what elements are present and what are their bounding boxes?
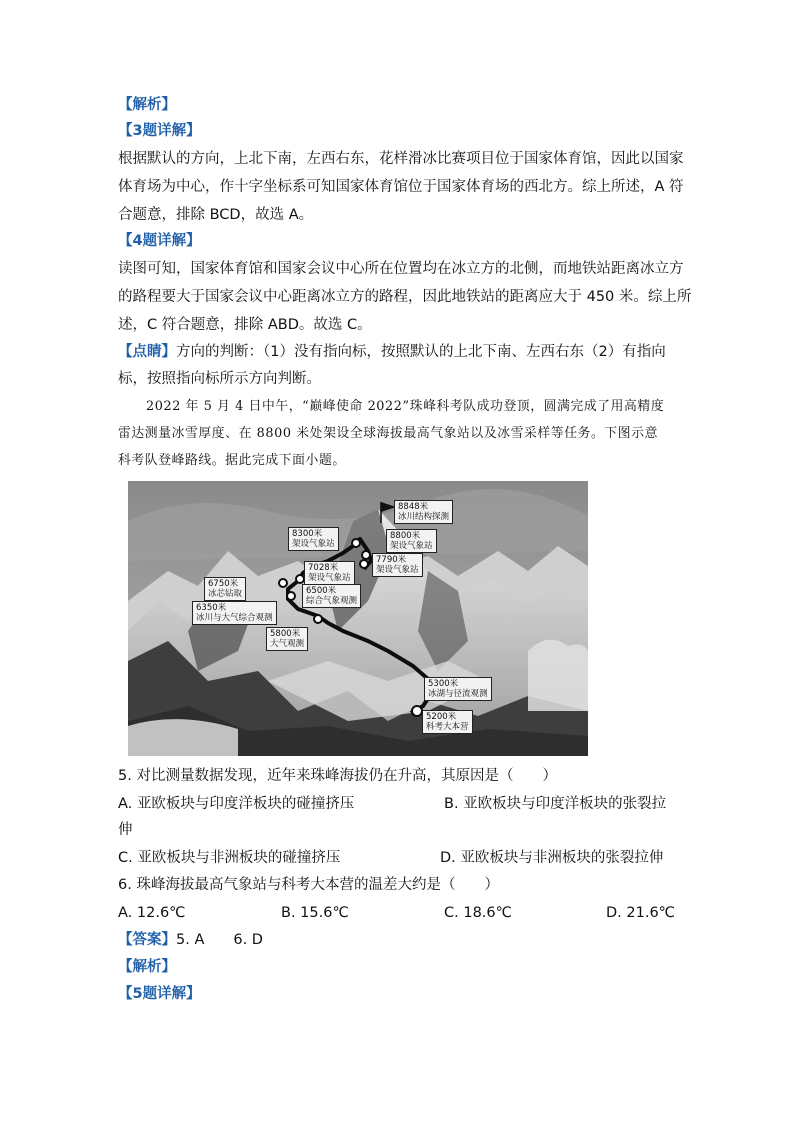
answer-line	[118, 927, 678, 953]
route-label: 6750米 冰芯钻取	[204, 577, 246, 601]
q5-option-a: A. 亚欧板块与印度洋板块的碰撞挤压	[118, 796, 355, 812]
route-label: 8300米 架设气象站	[288, 527, 339, 551]
q5-options-row	[118, 845, 678, 871]
tip-heading: 【点睛】	[118, 344, 176, 360]
q3-text-line: 合题意，排除 BCD，故选 A。	[118, 207, 314, 223]
passage-line: 科考队登峰路线。据此完成下面小题。	[118, 453, 346, 468]
q5-option-b-wrap: 伸	[118, 822, 133, 838]
route-label: 7790米 架设气象站	[372, 553, 423, 577]
analysis-heading: 【解析】	[118, 97, 176, 113]
q5-option-b: B. 亚欧板块与印度洋板块的张裂拉	[444, 796, 667, 812]
route-label: 5300米 冰湖与径流观测	[424, 677, 492, 701]
q3-detail-heading: 【3题详解】	[118, 123, 201, 139]
tip-text: 方向的判断：（1）没有指向标，按照默认的上北下南、左西右东（2）有指向	[176, 344, 666, 360]
route-label: 8800米 架设气象站	[386, 529, 437, 553]
q5-options-row	[118, 791, 678, 817]
q4-text-line: 述，C 符合题意，排除 ABD。故选 C。	[118, 317, 372, 333]
q6-options-row	[118, 900, 678, 926]
route-label: 5800米 大气观测	[266, 627, 308, 651]
everest-route-figure	[128, 481, 588, 756]
route-label: 5200米 科考大本营	[422, 710, 473, 734]
answer-text: 5. A 6. D	[176, 932, 263, 948]
route-label: 6500米 综合气象观测	[302, 584, 361, 608]
route-label: 6350米 冰川与大气综合观测	[192, 601, 277, 625]
q4-detail-heading: 【4题详解】	[118, 233, 201, 249]
answer-heading: 【答案】	[118, 932, 176, 948]
tip-text-line: 标，按照指向标所示方向判断。	[118, 371, 321, 387]
q6-option-d: D. 21.6℃	[606, 905, 675, 921]
route-label: 7028米 架设气象站	[304, 561, 355, 585]
route-label: 8848米 冰川结构探测	[394, 500, 453, 524]
passage-line: 2022 年 5 月 4 日中午，“巅峰使命 2022”珠峰科考队成功登顶，圆满完成了用高精度	[146, 399, 665, 414]
passage-line: 雷达测量冰雪厚度、在 8800 米处架设全球海拔最高气象站以及冰雪采样等任务。下图示意	[118, 426, 658, 441]
q5-option-c: C. 亚欧板块与非洲板块的碰撞挤压	[118, 850, 341, 866]
q3-text-line: 体育场为中心，作十字坐标系可知国家体育馆位于国家体育场的西北方。综上所述，A 符	[118, 179, 684, 195]
q6-option-a: A. 12.6℃	[118, 905, 186, 921]
analysis-heading: 【解析】	[118, 959, 176, 975]
q6-option-b: B. 15.6℃	[281, 905, 349, 921]
q4-text-line: 读图可知，国家体育馆和国家会议中心所在位置均在冰立方的北侧，而地铁站距离冰立方	[118, 261, 684, 277]
tip-line	[118, 339, 678, 365]
q5-option-d: D. 亚欧板块与非洲板块的张裂拉伸	[440, 850, 664, 866]
q3-text-line: 根据默认的方向，上北下南，左西右东，花样滑冰比赛项目位于国家体育馆，因此以国家	[118, 151, 684, 167]
q6-stem: 6. 珠峰海拔最高气象站与科考大本营的温差大约是（ ）	[118, 877, 499, 893]
q6-option-c: C. 18.6℃	[444, 905, 512, 921]
q5-detail-heading: 【5题详解】	[118, 986, 201, 1002]
q5-stem: 5. 对比测量数据发现，近年来珠峰海拔仍在升高，其原因是（ ）	[118, 768, 557, 784]
q4-text-line: 的路程要大于国家会议中心距离冰立方的路程，因此地铁站的距离应大于 450 米。综上所	[118, 289, 692, 305]
